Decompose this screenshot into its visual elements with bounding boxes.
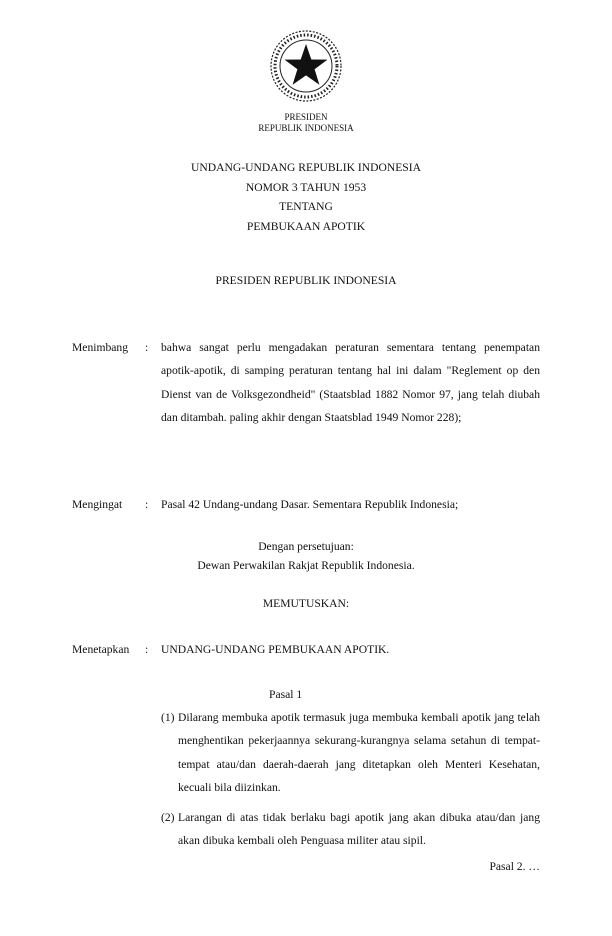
menimbang-text: bahwa sangat perlu mengadakan peraturan sementara tentang penempatan apotik-apotik, di samping peraturan tentang hal ini dalam "Reglement op den Dienst van de Volksgezondheid" (Staatsblad 1882 Nomor 97, jang telah diubah dan ditambah. paling akhir dengan Staatsblad 1949 Nomor 228); <box>161 341 540 425</box>
title-line: UNDANG-UNDANG REPUBLIK INDONESIA <box>191 161 421 174</box>
menimbang-colon: : <box>145 341 149 354</box>
menimbang-label: Menimbang <box>72 341 129 354</box>
menetapkan-label: Menetapkan <box>72 643 130 656</box>
mengingat-colon: : <box>145 498 149 511</box>
garuda-star-emblem-icon <box>268 28 344 104</box>
mengingat-text: Pasal 42 Undang-undang Dasar. Sementara Republik Indonesia; <box>161 498 459 511</box>
title-line: TENTANG <box>279 200 333 213</box>
mengingat-label: Mengingat <box>72 498 123 511</box>
menetapkan-text: UNDANG-UNDANG PEMBUKAAN APOTIK. <box>161 643 390 656</box>
item-number: (2) <box>161 811 175 824</box>
menetapkan-colon: : <box>145 643 149 656</box>
item-text: Larangan di atas tidak berlaku bagi apotik jang akan dibuka atau/dan jang akan dibuka kembali oleh Penguasa militer atau sipil. <box>178 811 540 848</box>
pasal-1-item <box>161 706 540 800</box>
pasal-1-heading: Pasal 1 <box>269 688 303 701</box>
header-republik: REPUBLIK INDONESIA <box>258 123 354 133</box>
memutuskan-heading: MEMUTUSKAN: <box>262 597 350 610</box>
persetujuan-dpr: Dewan Perwakilan Rakjat Republik Indonesia. <box>197 559 415 572</box>
header-presiden: PRESIDEN <box>284 112 328 122</box>
title-line: NOMOR 3 TAHUN 1953 <box>245 180 367 194</box>
persetujuan-line: Dengan persetujuan: <box>258 540 354 553</box>
issuer: PRESIDEN REPUBLIK INDONESIA <box>215 274 397 287</box>
item-number: (1) <box>161 711 175 724</box>
title-line: PEMBUKAAN APOTIK <box>246 219 366 233</box>
item-text: Dilarang membuka apotik termasuk juga membuka kembali apotik jang telah menghentikan pekerjaannya sekurang-kurangnya selama setahun di tempat-tempat atau/dan daerah-daerah jang ditetapkan oleh Menteri Kesehatan, kecuali bila diizinkan. <box>178 711 540 795</box>
continuation-marker: Pasal 2. … <box>489 860 540 873</box>
pasal-1-item <box>161 806 540 853</box>
